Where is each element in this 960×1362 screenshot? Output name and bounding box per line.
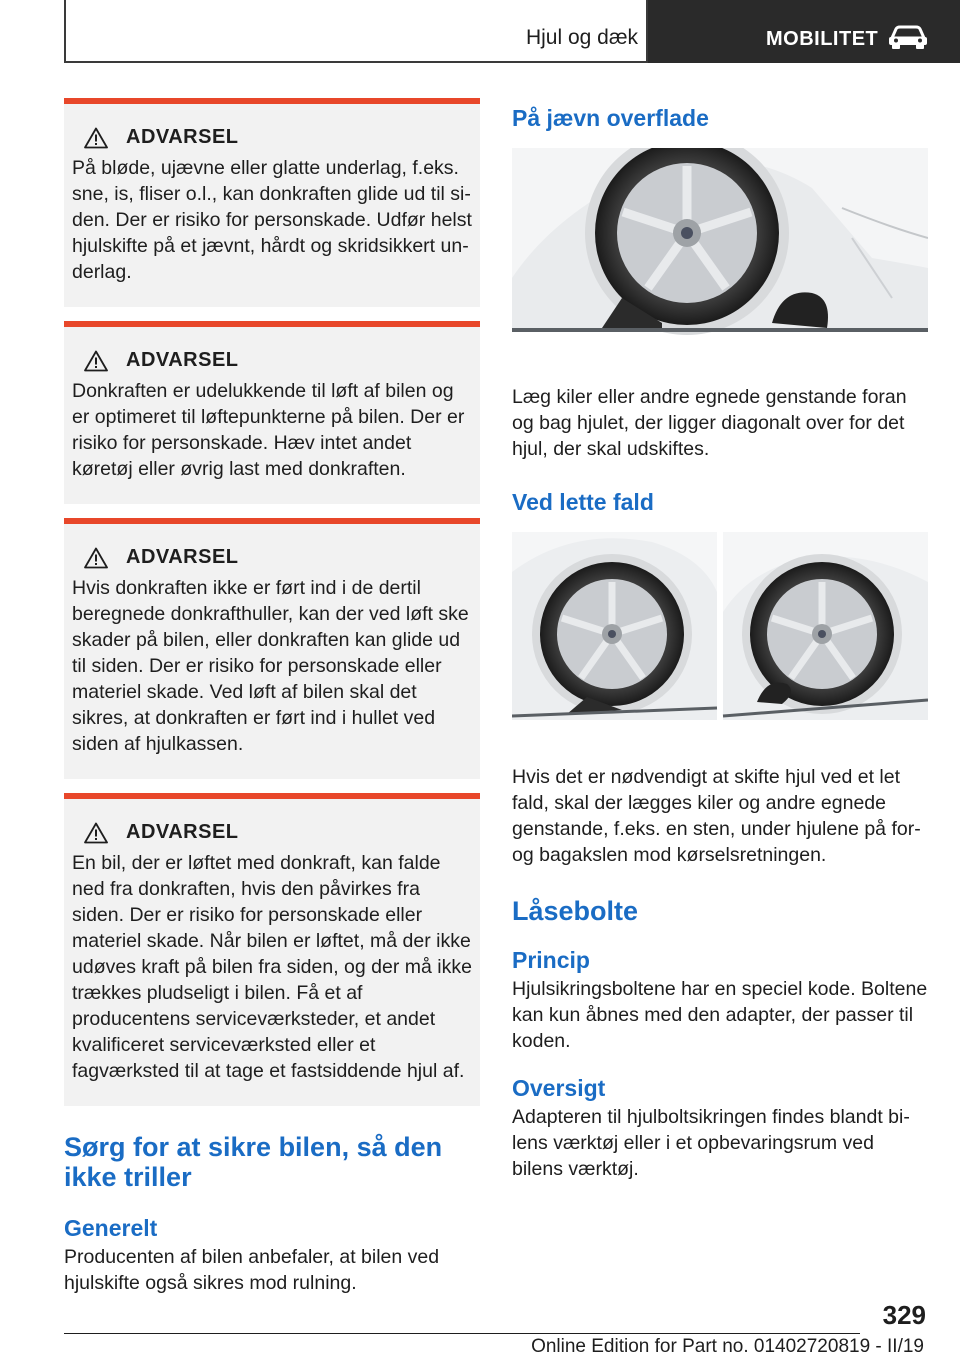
body-text: Hvis det er nødvendigt at skifte hjul ved et let fald, skal der lægges kiler og andre egnede genstande, f.eks. en sten, under hjulene på for- og bagakslen mod kørselsretningen.: [512, 766, 921, 866]
warning-text: En bil, der er løftet med donkraft, kan falde ned fra donkraften, hvis den påvirkes fra siden. Der er risiko for personskade eller materiel skade. Når bilen er løftet, må der ikke udøves kraft på bilen fra siden, og der må ikke trækkes pludseligt i bilen. Få et af producentens serviceværksteder, et andet kvalificeret serviceværksted eller et fagværksted til at tage et fastsiddende hjul af.: [72, 852, 472, 1082]
header-chapter-tab: [648, 0, 960, 63]
warning-text: På bløde, ujævne eller glatte underlag, f.eks. sne, is, fliser o.l., kan donkraften glide ud til siden. Der er risiko for personskade. Udfør helst hjulskifte på et jævnt, hårdt og skridsikkert underlag.: [72, 157, 472, 283]
header-section-title: Hjul og dæk: [525, 26, 638, 49]
warning-triangle-icon: [84, 127, 108, 149]
page-number: 329: [882, 1300, 926, 1330]
warning-triangle-icon: [84, 822, 108, 844]
wheel-chocked-illustration: [512, 148, 928, 338]
body-text: Producenten af bilen anbefaler, at bilen ved hjulskifte også sikres mod rulning.: [64, 1246, 440, 1294]
body-text: Adapteren til hjulboltsikringen findes blandt bilens værktøj eller i et opbevaringsrum ved bilens værktøj.: [512, 1106, 910, 1180]
warning-title: ADVARSEL: [126, 821, 239, 843]
warning-text: Donkraften er udelukkende til løft af bilen og er optimeret til løftepunkterne på bilen. Der er risiko for personskade. Hæv intet andet køretøj eller øvrig last med donkraften.: [72, 380, 465, 480]
figure-flat-ground: [512, 148, 928, 338]
section-heading: Låsebolte: [512, 896, 639, 926]
subsection-heading: Princip: [512, 947, 590, 973]
right-column: [512, 98, 928, 1182]
warning-box: [64, 518, 480, 779]
warning-title: ADVARSEL: [126, 546, 239, 568]
warning-box: [64, 321, 480, 504]
header-chapter-label: MOBILITET: [766, 28, 879, 50]
footer-edition: Online Edition for Part no. 01402720819 - II/19: [531, 1336, 924, 1357]
body-text: Hjulsikringsboltene har en speciel kode. Boltene kan kun åbnes med den adapter, der passer til koden.: [512, 978, 928, 1052]
figure-slope: [512, 532, 928, 720]
warning-box: [64, 98, 480, 307]
subsection-heading: Ved lette fald: [512, 489, 654, 515]
warning-box: [64, 793, 480, 1106]
warning-triangle-icon: [84, 350, 108, 372]
warning-title: ADVARSEL: [126, 126, 239, 148]
car-icon: [886, 24, 930, 50]
subsection-heading: På jævn overflade: [512, 105, 709, 131]
wheels-on-slope-illustration: [512, 532, 928, 720]
left-column: [64, 98, 480, 1296]
body-text: Læg kiler eller andre egnede genstande foran og bag hjulet, der ligger diagonalt over for det hjul, der skal udskiftes.: [512, 386, 907, 460]
subsection-heading: Oversigt: [512, 1075, 606, 1101]
warning-triangle-icon: [84, 547, 108, 569]
footer-divider: [64, 1333, 860, 1334]
subsection-heading: Generelt: [64, 1215, 158, 1241]
warning-text: Hvis donkraften ikke er ført ind i de dertil beregnede donkrafthuller, kan der ved løft ske skader på bilen, eller donkraften kan glide ud til siden. Der er risiko for personskade eller materiel skade. Ved løft af bilen skal det sikres, at donkraften er ført ind i hullet ved siden af hjulkassen.: [72, 577, 469, 755]
section-heading: Sørg for at sikre bilen, så den ikke triller: [64, 1132, 443, 1192]
warning-title: ADVARSEL: [126, 349, 239, 371]
